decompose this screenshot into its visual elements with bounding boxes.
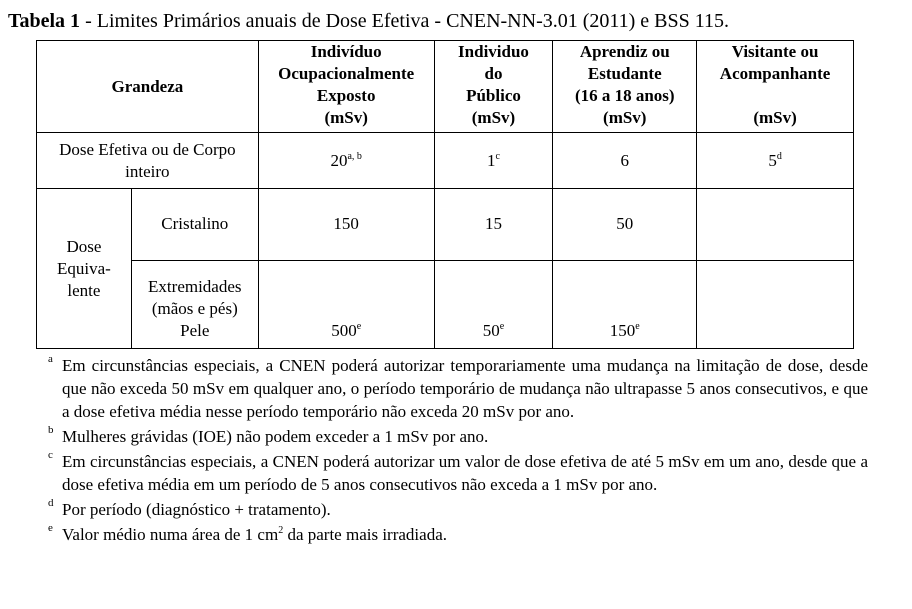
caption-text: - Limites Primários anuais de Dose Efetiva - CNEN-NN-3.01 (2011) e BSS 115. <box>80 10 730 32</box>
header-row <box>37 41 854 133</box>
cell-lens-label: Cristalino <box>131 189 258 261</box>
header-apprentice-unit: (mSv) <box>603 108 647 127</box>
footnote-mark: b <box>48 424 54 436</box>
footnotes <box>46 354 868 546</box>
cell-effective-apprentice <box>553 133 697 189</box>
equivalent-label-line: Equiva- <box>57 258 111 278</box>
header-visitor <box>697 41 854 133</box>
header-public-line: do <box>484 64 503 83</box>
footnote-b <box>46 425 868 448</box>
header-public <box>434 41 553 133</box>
footnote-text: Em circunstâncias especiais, a CNEN poderá autorizar temporariamente uma mudança na limitação de dose, desde que não exceda 50 mSv em qualquer ano, o período temporário de mudança não ultrapasse 5 anos consecutivos, e que a dose efetiva média nesse período temporário não exceda 20 mSv por ano. <box>62 356 868 421</box>
header-occupational-line: Exposto <box>316 86 376 105</box>
header-apprentice <box>553 41 697 133</box>
footnote-ref: c <box>495 150 500 162</box>
effective-label-line: inteiro <box>125 162 170 181</box>
header-occupational <box>258 41 434 133</box>
footnote-text: Em circunstâncias especiais, a CNEN poderá autorizar um valor de dose efetiva de até 5 mSv em um ano, desde que a dose efetiva média em um período de 5 anos consecutivos não exceda a 1 mSv por ano. <box>62 452 868 494</box>
cell-effective-visitor <box>697 133 854 189</box>
equivalent-label-line: lente <box>67 280 101 300</box>
value: 500 <box>331 321 357 340</box>
header-visitor-line: Visitante ou <box>731 42 819 61</box>
footnote-ref: e <box>635 321 640 332</box>
cell-lens-occupational: 150 <box>258 189 434 261</box>
footnote-mark: c <box>48 449 53 461</box>
header-quantity: Grandeza <box>37 41 259 133</box>
value: 150 <box>609 321 636 340</box>
value: 20 <box>330 150 348 170</box>
footnote-text: Valor médio numa área de 1 cm <box>62 525 279 544</box>
footnote-mark: d <box>48 497 54 509</box>
row-skin <box>37 261 854 349</box>
value: 1 <box>487 150 496 170</box>
header-apprentice-line: Aprendiz ou <box>579 42 670 61</box>
header-occupational-unit: (mSv) <box>324 108 368 127</box>
footnote-text: Por período (diagnóstico + tratamento). <box>62 500 331 519</box>
cell-skin-label <box>131 261 258 349</box>
footnote-ref: a, b <box>347 150 362 162</box>
cell-equivalent-dose-label <box>37 189 132 349</box>
superscript: 2 <box>278 525 284 536</box>
footnote-mark: e <box>48 522 53 534</box>
value: 5 <box>768 150 777 170</box>
footnote-text: da parte mais irradiada. <box>283 525 447 544</box>
footnote-e <box>46 523 868 546</box>
cell-skin-visitor <box>697 261 854 349</box>
cell-skin-public <box>434 261 553 349</box>
header-visitor-line: Acompanhante <box>719 64 831 83</box>
header-public-line: Individuo <box>458 42 529 61</box>
header-occupational-line: Ocupacionalmente <box>278 64 415 83</box>
header-visitor-unit: (mSv) <box>753 108 797 127</box>
effective-label-line: Dose Efetiva ou de Corpo <box>59 140 236 159</box>
skin-label-line: Pele <box>180 321 210 340</box>
cell-lens-visitor <box>697 189 854 261</box>
footnote-ref: e <box>499 321 505 332</box>
footnote-a <box>46 354 868 423</box>
footnote-d <box>46 498 868 521</box>
cell-effective-occupational <box>258 133 434 189</box>
footnote-mark: a <box>48 353 53 365</box>
caption-label: Tabela 1 <box>8 10 81 32</box>
dose-limits-table <box>36 40 854 349</box>
header-public-line: Público <box>466 86 521 105</box>
cell-effective-label <box>37 133 259 189</box>
header-apprentice-line: (16 a 18 anos) <box>574 86 675 105</box>
cell-skin-apprentice <box>553 261 697 349</box>
row-lens <box>37 189 854 261</box>
skin-label-line: (mãos e pés) <box>151 299 238 318</box>
skin-label-line: Extremidades <box>148 277 242 296</box>
row-effective-dose <box>37 133 854 189</box>
table-caption <box>8 8 908 34</box>
header-visitor-spacer <box>701 85 849 107</box>
value: 50 <box>482 321 500 340</box>
equivalent-label-line: Dose <box>66 236 102 256</box>
footnote-c <box>46 450 868 496</box>
header-occupational-line: Indivíduo <box>310 42 382 61</box>
value: 6 <box>620 150 630 170</box>
footnote-text: Mulheres grávidas (IOE) não podem exceder a 1 mSv por ano. <box>62 427 489 446</box>
footnote-ref: e <box>356 321 362 332</box>
cell-effective-public <box>434 133 553 189</box>
header-apprentice-line: Estudante <box>587 64 662 83</box>
footnote-ref: d <box>776 150 782 162</box>
cell-skin-occupational <box>258 261 434 349</box>
cell-lens-apprentice: 50 <box>553 189 697 261</box>
header-public-unit: (mSv) <box>471 108 516 127</box>
cell-lens-public: 15 <box>434 189 553 261</box>
